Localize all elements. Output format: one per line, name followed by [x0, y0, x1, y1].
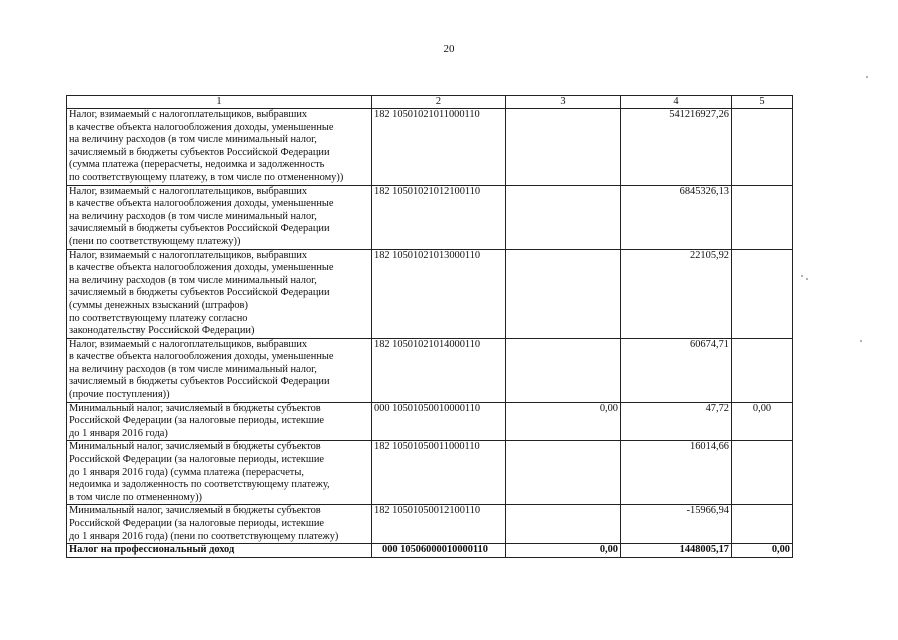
row-col3: [506, 338, 621, 402]
total-col5: 0,00: [732, 544, 793, 558]
row-col4: 47,72: [621, 402, 732, 441]
row-col3: [506, 185, 621, 249]
scan-speck: [801, 275, 803, 277]
table-row: [67, 249, 793, 338]
column-header-2: 2: [372, 96, 506, 109]
row-code: 000 10501050010000110: [372, 402, 506, 441]
row-name: Минимальный налог, зачисляемый в бюджеты субъектов Российской Федерации (за налоговые периоды, истекшие до 1 января 2016 года) (пени по соответствующему платежу): [67, 505, 372, 544]
row-col5: [732, 505, 793, 544]
row-col3: [506, 109, 621, 186]
row-col3: 0,00: [506, 402, 621, 441]
total-row: [67, 544, 793, 558]
total-code: 000 10506000010000110: [372, 544, 506, 558]
row-col5: [732, 338, 793, 402]
row-col4: 22105,92: [621, 249, 732, 338]
row-name: Минимальный налог, зачисляемый в бюджеты субъектов Российской Федерации (за налоговые периоды, истекшие до 1 января 2016 года) (сумма платежа (перерасчеты, недоимка и задолженность по соответствующему платежу, в том числе по отмененному)): [67, 441, 372, 505]
row-col5: [732, 185, 793, 249]
row-code: 182 10501021013000110: [372, 249, 506, 338]
scan-speck: [860, 340, 862, 342]
row-col4: 16014,66: [621, 441, 732, 505]
row-col5: [732, 109, 793, 186]
row-name: Минимальный налог, зачисляемый в бюджеты субъектов Российской Федерации (за налоговые периоды, истекшие до 1 января 2016 года): [67, 402, 372, 441]
row-col5: 0,00: [732, 402, 793, 441]
row-col4: 541216927,26: [621, 109, 732, 186]
column-header-4: 4: [621, 96, 732, 109]
row-col4: 6845326,13: [621, 185, 732, 249]
column-header-3: 3: [506, 96, 621, 109]
row-code: 182 10501021011000110: [372, 109, 506, 186]
total-col4: 1448005,17: [621, 544, 732, 558]
table-row: [67, 505, 793, 544]
scan-speck: [866, 76, 868, 78]
table-row: [67, 185, 793, 249]
row-code: 182 10501050011000110: [372, 441, 506, 505]
row-col5: [732, 249, 793, 338]
table-row: [67, 441, 793, 505]
row-code: 182 10501021014000110: [372, 338, 506, 402]
scan-speck: [806, 278, 808, 280]
column-header-5: 5: [732, 96, 793, 109]
row-name: Налог, взимаемый с налогоплательщиков, выбравших в качестве объекта налогообложения доходы, уменьшенные на величину расходов (в том числе минимальный налог, зачисляемый в бюджеты субъектов Российской Федерации (прочие поступления)): [67, 338, 372, 402]
row-col4: -15966,94: [621, 505, 732, 544]
total-col3: 0,00: [506, 544, 621, 558]
row-col3: [506, 441, 621, 505]
table-row: [67, 402, 793, 441]
row-code: 182 10501021012100110: [372, 185, 506, 249]
revenue-table: [66, 95, 793, 558]
page-number: 20: [443, 43, 455, 55]
table-row: [67, 338, 793, 402]
row-col5: [732, 441, 793, 505]
column-header-1: 1: [67, 96, 372, 109]
total-name: Налог на профессиональный доход: [67, 544, 372, 558]
row-col3: [506, 505, 621, 544]
table-header-row: [67, 96, 793, 109]
row-name: Налог, взимаемый с налогоплательщиков, выбравших в качестве объекта налогообложения доходы, уменьшенные на величину расходов (в том числе минимальный налог, зачисляемый в бюджеты субъектов Российской Федерации (пени по соответствующему платежу)): [67, 185, 372, 249]
table-row: [67, 109, 793, 186]
row-code: 182 10501050012100110: [372, 505, 506, 544]
row-name: Налог, взимаемый с налогоплательщиков, выбравших в качестве объекта налогообложения доходы, уменьшенные на величину расходов (в том числе минимальный налог, зачисляемый в бюджеты субъектов Российской Федерации (сумма платежа (перерасчеты, недоимка и задолженность по соответствующему платежу, в том числе по отмененному)): [67, 109, 372, 186]
row-col4: 60674,71: [621, 338, 732, 402]
row-name: Налог, взимаемый с налогоплательщиков, выбравших в качестве объекта налогообложения доходы, уменьшенные на величину расходов (в том числе минимальный налог, зачисляемый в бюджеты субъектов Российской Федерации (суммы денежных взысканий (штрафов) по соответствующему платежу согласно законодательству Российской Федерации): [67, 249, 372, 338]
row-col3: [506, 249, 621, 338]
